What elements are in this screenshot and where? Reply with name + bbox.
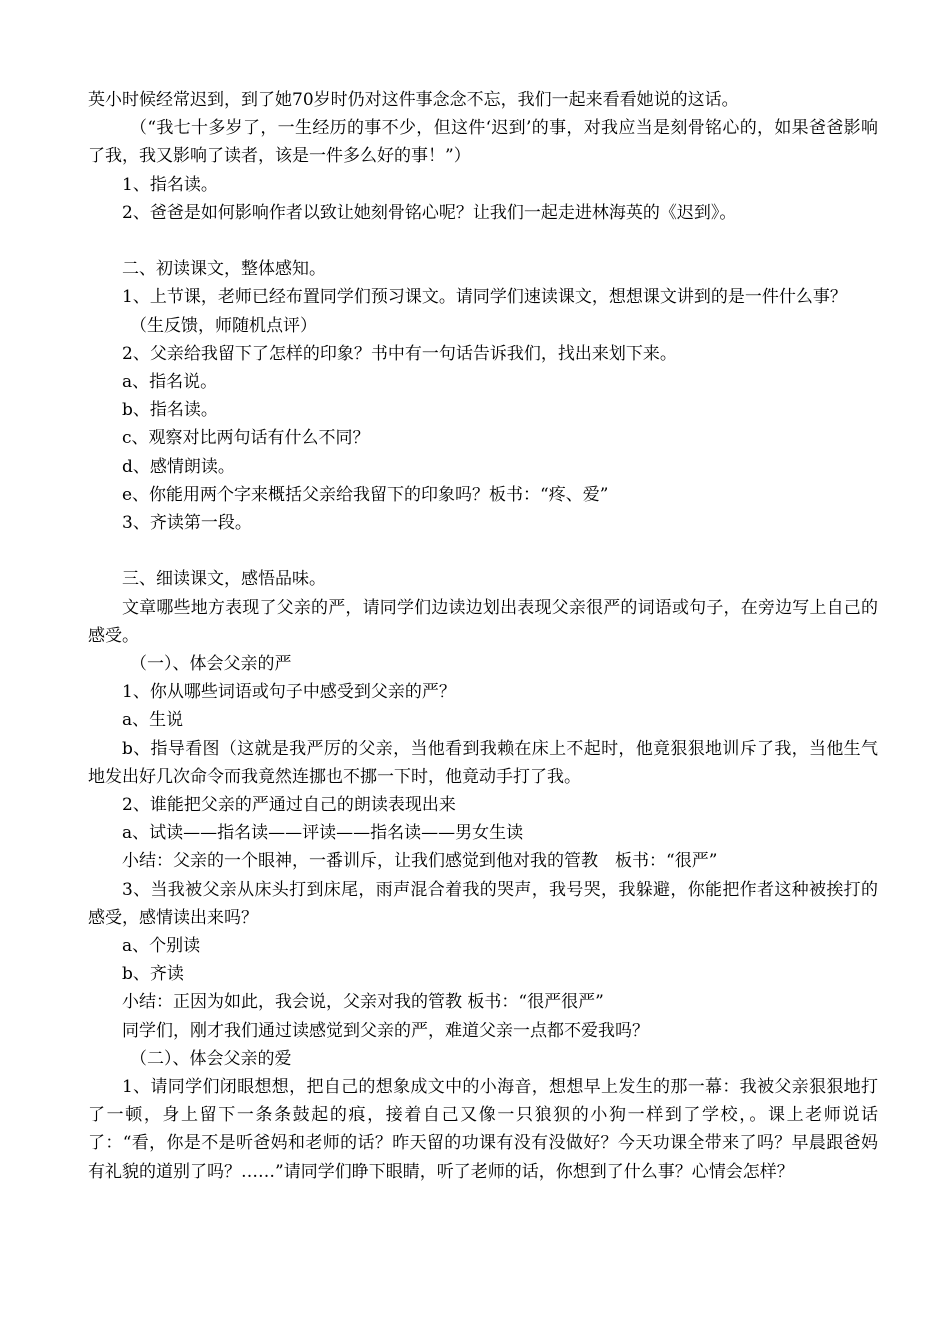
document-page — [88, 86, 878, 1186]
subsection-heading: （一）、体会父亲的严 — [130, 654, 292, 675]
paragraph: b、齐读 — [122, 964, 184, 985]
paragraph: 3、齐读第一段。 — [122, 513, 252, 534]
paragraph: a、生说 — [122, 710, 184, 731]
paragraph: a、个别读 — [122, 936, 201, 957]
section-heading: 三、细读课文，感悟品味。 — [122, 569, 326, 590]
paragraph: 英小时候经常迟到，到了她70岁时仍对这件事念念不忘，我们一起来看看她说的这话。 — [88, 90, 739, 110]
paragraph: d、感情朗读。 — [122, 456, 235, 477]
paragraph: 同学们，刚才我们通过读感觉到父亲的严，难道父亲一点都不爱我吗？ — [122, 1020, 649, 1041]
paragraph: 1、你从哪些词语或句子中感受到父亲的严？ — [122, 682, 456, 703]
paragraph: e、你能用两个字来概括父亲给我留下的印象吗？板书：“疼、爱” — [122, 484, 609, 505]
paragraph: 1、请同学们闭眼想想，把自己的想象成文中的小海音，想想早上发生的那一幕：我被父亲狠狠地打了一顿，身上留下一条条鼓起的痕，接着自己又像一只狼狈的小狗一样到了学校，。课上老师说话了：“看，你是不是听爸妈和老师的话？昨天留的功课有没有没做好？今天功课全带来了吗？早晨跟爸妈有礼貌的道别了吗？……”请同学们睁下眼睛，听了老师的话，你想到了什么事？心情会怎样？ — [88, 1077, 878, 1182]
paragraph: 2、父亲给我留下了怎样的印象？书中有一句话告诉我们，找出来划下来。 — [122, 343, 677, 364]
paragraph: a、指名说。 — [122, 372, 218, 393]
paragraph: c、观察对比两句话有什么不同？ — [122, 428, 370, 449]
paragraph: 2、爸爸是如何影响作者以致让她刻骨铭心呢？让我们一起走进林海英的《迟到》。 — [122, 202, 737, 223]
section-heading: 二、初读课文，整体感知。 — [122, 259, 326, 280]
paragraph: 1、上节课，老师已经布置同学们预习课文。请同学们速读课文，想想课文讲到的是一件什么事？ — [122, 287, 847, 308]
blank-line — [88, 537, 878, 565]
paragraph: 3、当我被父亲从床头打到床尾，雨声混合着我的哭声，我号哭，我躲避，你能把作者这种被挨打的感受，感情读出来吗？ — [88, 879, 878, 928]
paragraph: （生反馈，师随机点评） — [130, 315, 317, 336]
paragraph: （“我七十多岁了，一生经历的事不少，但这件‘迟到’的事，对我应当是刻骨铭心的，如果爸爸影响了我，我又影响了读者，该是一件多么好的事！”） — [88, 118, 878, 167]
paragraph: b、指名读。 — [122, 400, 218, 421]
paragraph: 1、指名读。 — [122, 174, 218, 195]
paragraph: b、指导看图（这就是我严厉的父亲，当他看到我赖在床上不起时，他竟狠狠地训斥了我，当他生气地发出好几次命令而我竟然连挪也不挪一下时，他竟动手打了我。 — [88, 738, 878, 787]
paragraph: 小结：父亲的一个眼神，一番训斥，让我们感觉到他对我的管教 板书：“很严” — [122, 851, 718, 872]
paragraph: a、试读——指名读——评读——指名读——男女生读 — [122, 823, 524, 844]
paragraph: 小结：正因为如此，我会说，父亲对我的管教 板书：“很严很严” — [122, 992, 604, 1013]
paragraph: 文章哪些地方表现了父亲的严，请同学们边读边划出表现父亲很严的词语或句子，在旁边写上自己的感受。 — [88, 597, 878, 646]
subsection-heading: （二）、体会父亲的爱 — [130, 1048, 292, 1069]
paragraph: 2、谁能把父亲的严通过自己的朗读表现出来 — [122, 795, 456, 816]
blank-line — [88, 227, 878, 255]
